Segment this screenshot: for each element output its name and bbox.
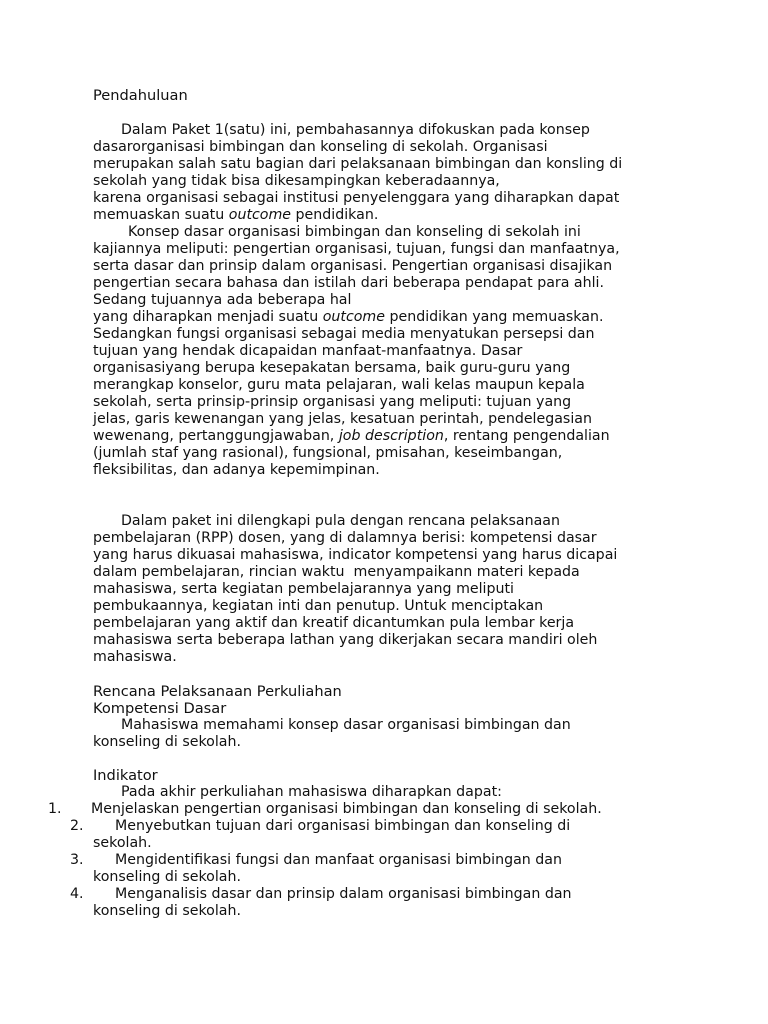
- para3-line-6: pembukaannya, kegiatan inti dan penutup. Untuk menciptakan: [93, 598, 544, 614]
- list-item-3-line-1: Mengidentifikasi fungsi dan manfaat organisasi bimbingan dan: [115, 852, 562, 868]
- para2-line-9: organisasiyang berupa kesepakatan bersama, baik guru-guru yang: [93, 360, 571, 376]
- list-item-number-4: 4.: [70, 886, 84, 902]
- para1-line-1: Dalam Paket 1(satu) ini, pembahasannya difokuskan pada konsep: [121, 122, 590, 138]
- indikator-heading: Indikator: [93, 767, 158, 784]
- para2-line-5: Sedang tujuannya ada beberapa hal: [93, 292, 352, 308]
- para1-line-4: sekolah yang tidak bisa dikesampingkan keberadaannya,: [93, 173, 500, 189]
- para3-line-2: pembelajaran (RPP) dosen, yang di dalamnya berisi: kompetensi dasar: [93, 530, 597, 546]
- para1-line-3: merupakan salah satu bagian dari pelaksanaan bimbingan dan konsling di: [93, 156, 623, 172]
- kompetensi-dasar-heading: Kompetensi Dasar: [93, 700, 227, 717]
- indikator-intro: Pada akhir perkuliahan mahasiswa diharapkan dapat:: [121, 784, 502, 800]
- para2-line-3: serta dasar dan prinsip dalam organisasi. Pengertian organisasi disajikan: [93, 258, 613, 274]
- list-item-4-line-1: Menganalisis dasar dan prinsip dalam organisasi bimbingan dan: [115, 886, 572, 902]
- list-item-3-line-2: konseling di sekolah.: [93, 869, 241, 885]
- para3-line-8: mahasiswa serta beberapa lathan yang dikerjakan secara mandiri oleh: [93, 632, 598, 648]
- para3-line-1: Dalam paket ini dilengkapi pula dengan rencana pelaksanaan: [121, 513, 560, 529]
- para2-line-10: merangkap konselor, guru mata pelajaran, wali kelas maupun kepala: [93, 377, 585, 393]
- list-item-number-3: 3.: [70, 852, 84, 868]
- rpp-heading: Rencana Pelaksanaan Perkuliahan: [93, 683, 342, 700]
- para3-line-7: pembelajaran yang aktif dan kreatif dicantumkan pula lembar kerja: [93, 615, 575, 631]
- para3-line-4: dalam pembelajaran, rincian waktu menyampaikann materi kepada: [93, 564, 580, 580]
- kompetensi-dasar-line-2: konseling di sekolah.: [93, 734, 241, 750]
- para1-line-5: karena organisasi sebagai institusi penyelenggara yang diharapkan dapat: [93, 190, 620, 206]
- kompetensi-dasar-line-1: Mahasiswa memahami konsep dasar organisasi bimbingan dan: [121, 717, 571, 733]
- para2-line-11: sekolah, serta prinsip-prinsip organisasi yang meliputi: tujuan yang: [93, 394, 572, 410]
- para2-line-15: fleksibilitas, dan adanya kepemimpinan.: [93, 462, 380, 478]
- para1-line-2: dasarorganisasi bimbingan dan konseling di sekolah. Organisasi: [93, 139, 548, 155]
- list-item-2-line-1: Menyebutkan tujuan dari organisasi bimbingan dan konseling di: [115, 818, 571, 834]
- para2-line-8: tujuan yang hendak dicapaidan manfaat-manfaatnya. Dasar: [93, 343, 523, 359]
- para2-line-1: Konsep dasar organisasi bimbingan dan konseling di sekolah ini: [128, 224, 581, 240]
- para1-line-6: memuaskan suatu outcome pendidikan.: [93, 207, 379, 223]
- para3-line-5: mahasiswa, serta kegiatan pembelajarannya yang meliputi: [93, 581, 515, 597]
- para3-line-3: yang harus dikuasai mahasiswa, indicator kompetensi yang harus dicapai: [93, 547, 618, 563]
- para2-line-13: wewenang, pertanggungjawaban, job description, rentang pengendalian: [93, 428, 610, 444]
- list-item-number-1: 1.: [48, 801, 62, 817]
- page-title: Pendahuluan: [93, 87, 188, 104]
- list-item-2-line-2: sekolah.: [93, 835, 152, 851]
- para2-line-12: jelas, garis kewenangan yang jelas, kesatuan perintah, pendelegasian: [93, 411, 592, 427]
- para2-line-6: yang diharapkan menjadi suatu outcome pendidikan yang memuaskan.: [93, 309, 604, 325]
- list-item-1-line-1: Menjelaskan pengertian organisasi bimbingan dan konseling di sekolah.: [91, 801, 602, 817]
- list-item-number-2: 2.: [70, 818, 84, 834]
- para3-line-9: mahasiswa.: [93, 649, 177, 665]
- para2-line-14: (jumlah staf yang rasional), fungsional, pmisahan, keseimbangan,: [93, 445, 563, 461]
- para2-line-7: Sedangkan fungsi organisasi sebagai media menyatukan persepsi dan: [93, 326, 595, 342]
- para2-line-2: kajiannya meliputi: pengertian organisasi, tujuan, fungsi dan manfaatnya,: [93, 241, 620, 257]
- list-item-4-line-2: konseling di sekolah.: [93, 903, 241, 919]
- para2-line-4: pengertian secara bahasa dan istilah dari beberapa pendapat para ahli.: [93, 275, 605, 291]
